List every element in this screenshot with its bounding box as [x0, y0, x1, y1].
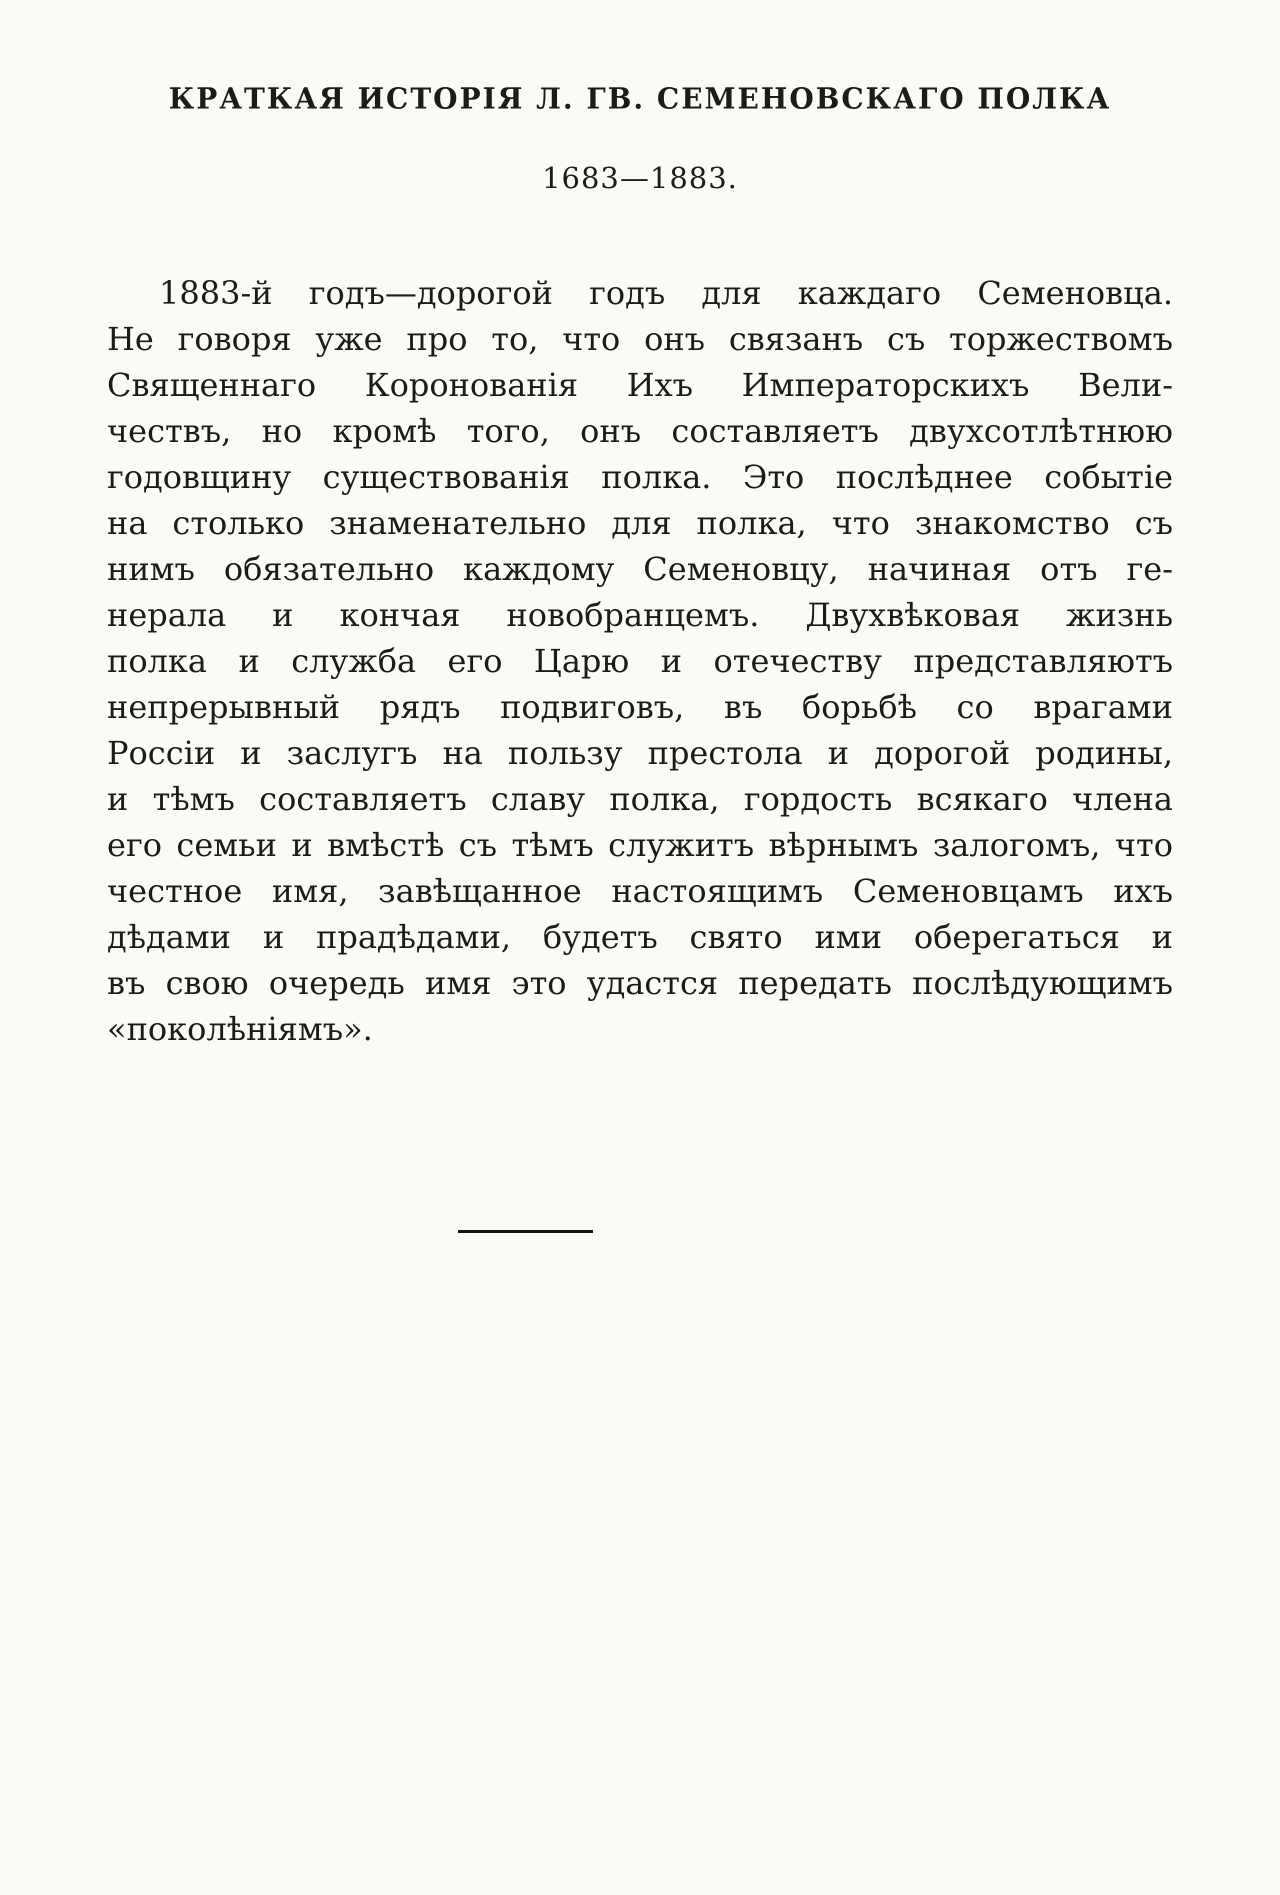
paragraph-line: Россіи и заслугъ на пользу престола и дорогой родины,	[107, 734, 1173, 772]
body-paragraph	[107, 270, 1173, 1052]
paragraph-line: честное имя, завѣщанное настоящимъ Семеновцамъ ихъ	[107, 872, 1173, 910]
section-divider-rule	[458, 1230, 593, 1233]
paragraph-line: полка и служба его Царю и отечеству представляютъ	[107, 642, 1173, 680]
paragraph-line: дѣдами и прадѣдами, будетъ свято ими оберегаться и	[107, 918, 1173, 956]
paragraph-line: Священнаго Коронованія Ихъ Императорскихъ Вели-	[107, 366, 1173, 404]
paragraph-line: въ свою очередь имя это удастся передать послѣдующимъ	[107, 964, 1173, 1002]
paragraph-line: на столько знаменательно для полка, что знакомство съ	[107, 504, 1173, 542]
paragraph-line: чествъ, но кромѣ того, онъ составляетъ двухсотлѣтнюю	[107, 412, 1173, 450]
paragraph-line: его семьи и вмѣстѣ съ тѣмъ служитъ вѣрнымъ залогомъ, что	[107, 826, 1173, 864]
paragraph-line: нерала и кончая новобранцемъ. Двухвѣковая жизнь	[107, 596, 1173, 634]
page-title: КРАТКАЯ ИСТОРІЯ Л. ГВ. СЕМЕНОВСКАГО ПОЛКА	[168, 81, 1112, 116]
paragraph-line: 1883-й годъ—дорогой годъ для каждаго Семеновца.	[159, 274, 1173, 312]
paragraph-line: нимъ обязательно каждому Семеновцу, начиная отъ ге-	[107, 550, 1173, 588]
paragraph-line: «поколѣніямъ».	[107, 1010, 373, 1048]
paragraph-line: годовщину существованія полка. Это послѣднее событіе	[107, 458, 1173, 496]
page-subtitle: 1683—1883.	[542, 161, 738, 195]
paragraph-line: и тѣмъ составляетъ славу полка, гордость всякаго члена	[107, 780, 1173, 818]
paragraph-line: Не говоря уже про то, что онъ связанъ съ торжествомъ	[107, 320, 1173, 358]
paragraph-line: непрерывный рядъ подвиговъ, въ борьбѣ со врагами	[107, 688, 1173, 726]
